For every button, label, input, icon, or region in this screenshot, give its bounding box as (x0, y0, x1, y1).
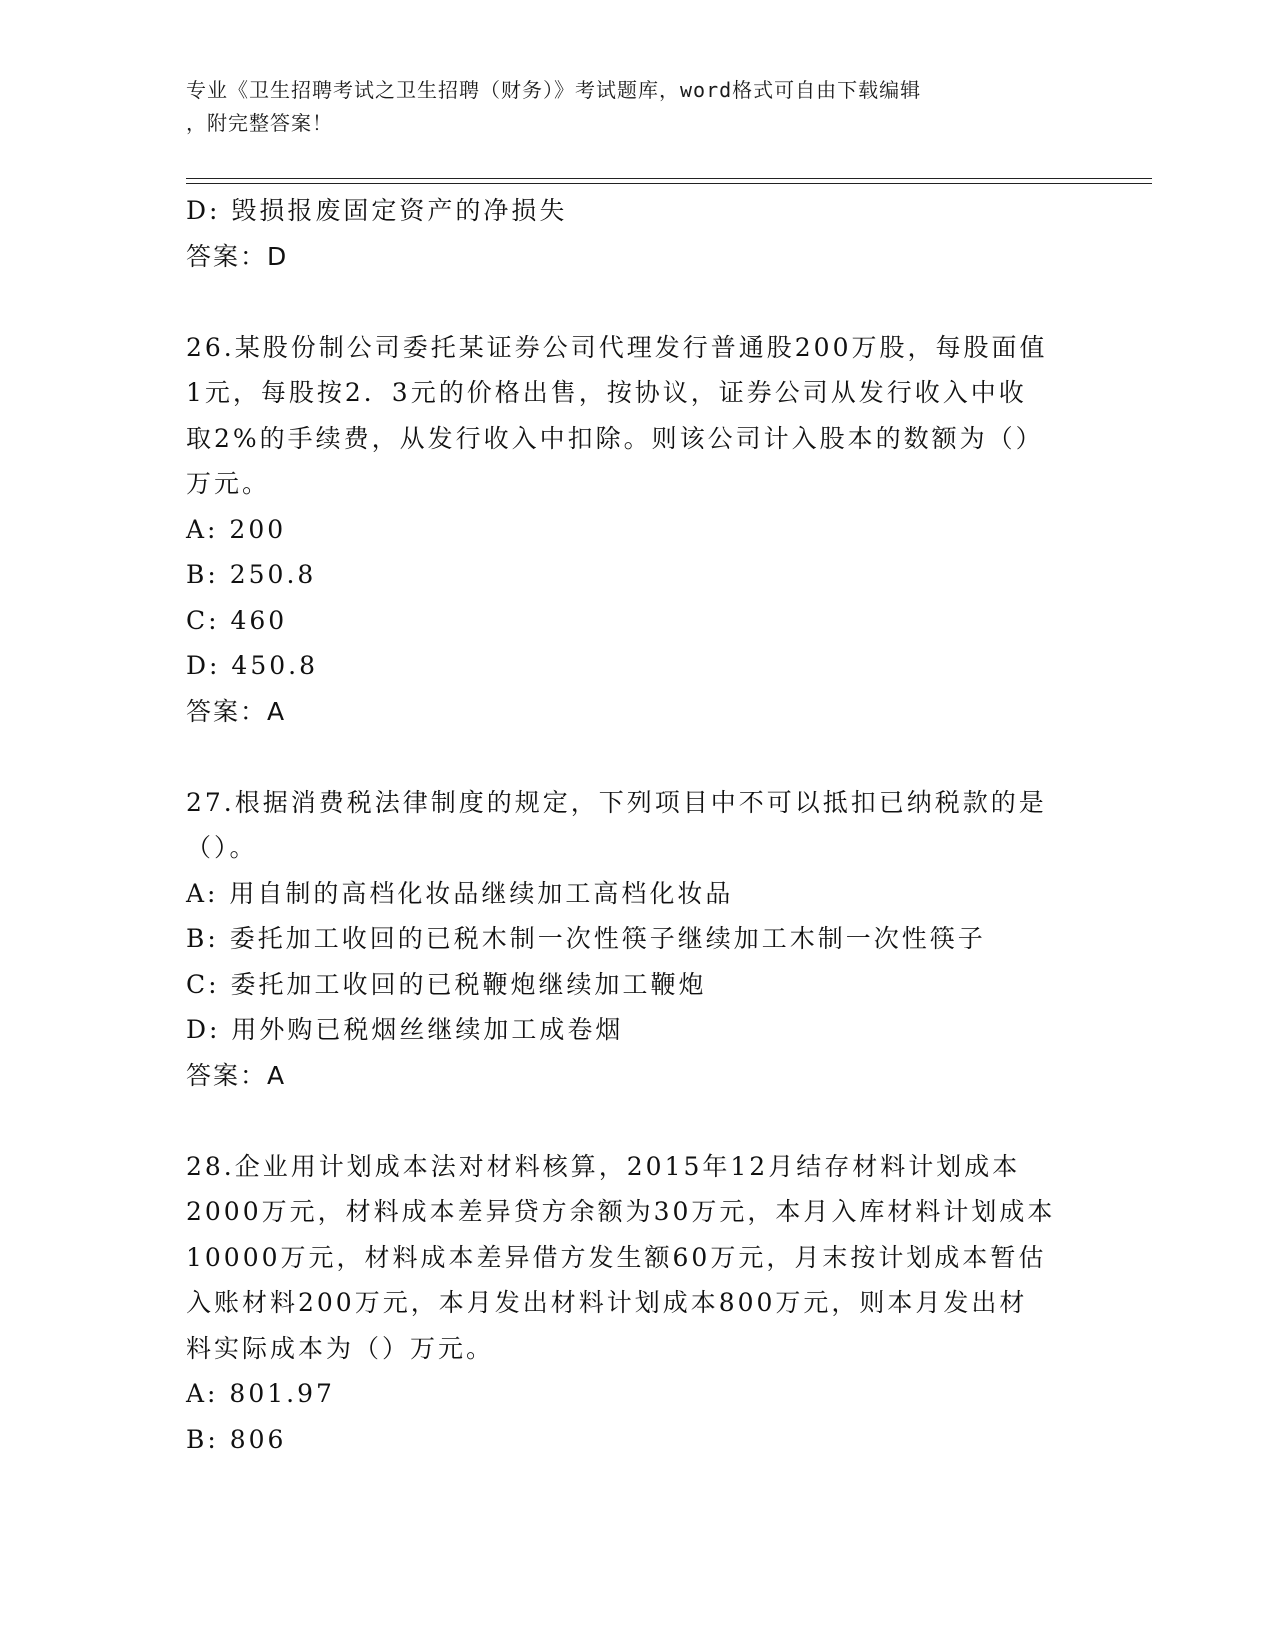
question-26-option-d: D: 450.8 (186, 651, 318, 680)
prev-question-answer: 答案：D (186, 241, 289, 271)
question-27-answer: 答案：A (186, 1060, 287, 1090)
question-28-text-line-4: 入账材料200万元，本月发出材料计划成本800万元，则本月发出材 (186, 1288, 1028, 1317)
header-line-2: ，附完整答案！ (186, 111, 333, 135)
question-27-text-line-2: （）。 (186, 833, 258, 862)
question-28 (186, 1144, 1086, 1463)
question-26-option-b: B: 250.8 (186, 560, 317, 589)
question-26-text-line-4: 万元。 (186, 469, 271, 498)
question-26-text-line-2: 1元，每股按2．3元的价格出售，按协议，证券公司从发行收入中收 (186, 378, 1027, 407)
header-divider-top (186, 178, 1152, 179)
question-26-option-a: A: 200 (186, 514, 287, 544)
question-27 (186, 780, 1086, 1099)
question-26-option-c: C: 460 (186, 605, 288, 635)
question-27-option-b: B: 委托加工收回的已税木制一次性筷子继续加工木制一次性筷子 (186, 924, 986, 953)
question-27-text-line-1: 27.根据消费税法律制度的规定，下列项目中不可以抵扣已纳税款的是 (186, 787, 1047, 817)
question-28-text-line-3: 10000万元，材料成本差异借方发生额60万元，月末按计划成本暂估 (186, 1242, 1047, 1272)
header-line-1: 专业《卫生招聘考试之卫生招聘（财务）》考试题库，word格式可自由下载编辑 (186, 78, 922, 102)
spacer (186, 279, 1086, 325)
spacer (186, 734, 1086, 780)
question-28-option-a: A: 801.97 (186, 1379, 335, 1408)
question-28-text-line-1: 28.企业用计划成本法对材料核算，2015年12月结存材料计划成本 (186, 1151, 1021, 1181)
document-header (186, 74, 1086, 140)
question-26 (186, 325, 1086, 735)
question-27-option-c: C: 委托加工收回的已税鞭炮继续加工鞭炮 (186, 969, 707, 999)
question-28-option-b: B: 806 (186, 1424, 287, 1454)
question-27-option-d: D: 用外购已税烟丝继续加工成卷烟 (186, 1015, 624, 1044)
question-28-text-line-2: 2000万元，材料成本差异贷方余额为30万元，本月入库材料计划成本 (186, 1197, 1056, 1226)
question-26-text-line-1: 26.某股份制公司委托某证券公司代理发行普通股200万股，每股面值 (186, 332, 1048, 362)
question-27-option-a: A: 用自制的高档化妆品继续加工高档化妆品 (186, 878, 734, 908)
spacer (186, 1098, 1086, 1144)
prev-question-option-d: D: 毁损报废固定资产的净损失 (186, 196, 568, 225)
header-divider-bottom (186, 183, 1152, 184)
question-26-answer: 答案：A (186, 696, 287, 726)
question-26-text-line-3: 取2%的手续费，从发行收入中扣除。则该公司计入股本的数额为（） (186, 423, 1044, 453)
document-body (186, 188, 1086, 1462)
question-28-text-line-5: 料实际成本为（）万元。 (186, 1333, 495, 1363)
